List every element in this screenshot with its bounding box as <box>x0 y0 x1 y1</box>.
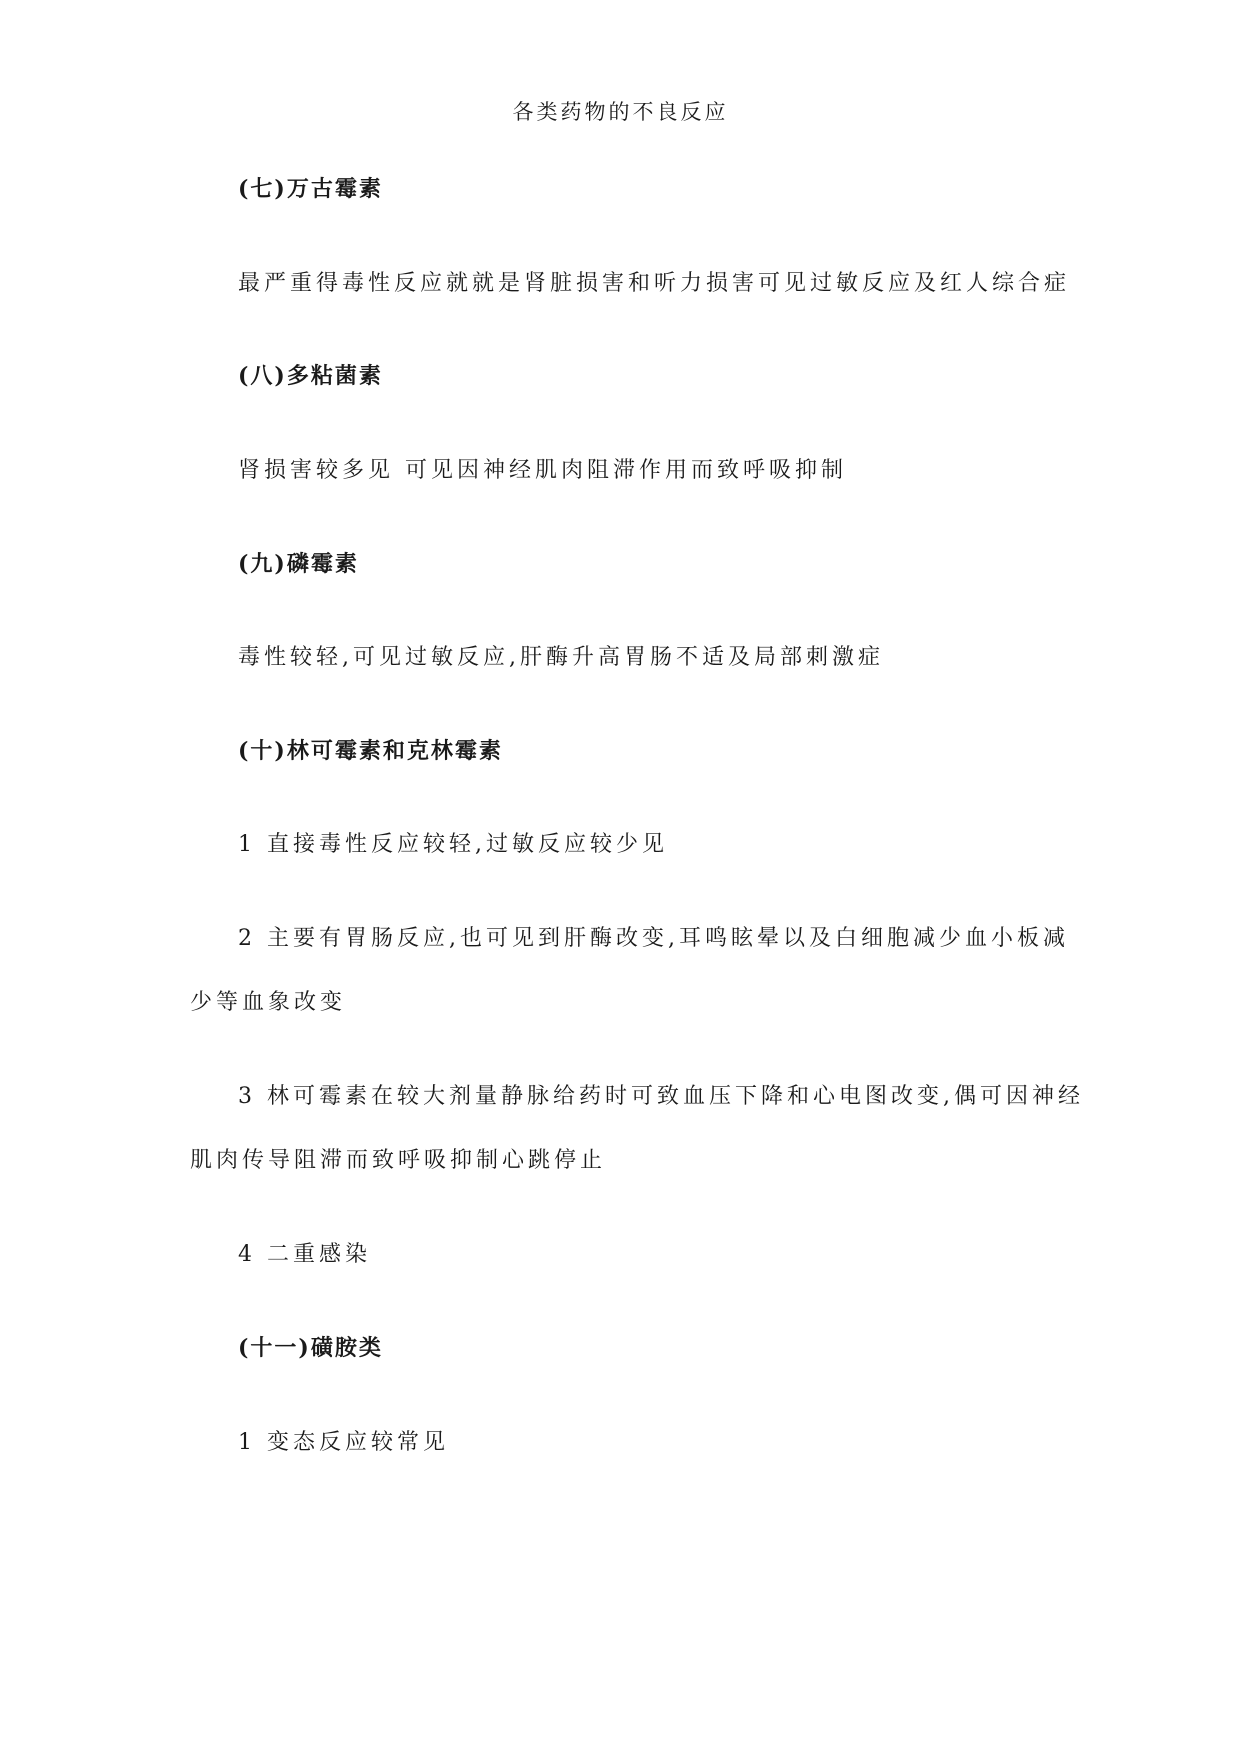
paragraph-line: 2 主要有胃肠反应,也可见到肝酶改变,耳鸣眩晕以及白细胞减少血小板减 <box>238 926 1069 951</box>
paragraph-line: 肌肉传导阻滞而致呼吸抑制心跳停止 <box>190 1148 607 1173</box>
paragraph-line: 3 林可霉素在较大剂量静脉给药时可致血压下降和心电图改变,偶可因神经 <box>238 1084 1084 1109</box>
section-heading-vancomycin: (七)万古霉素 <box>238 176 383 202</box>
paragraph-line: 少等血象改变 <box>190 990 347 1015</box>
paragraph-line: 4 二重感染 <box>238 1242 371 1267</box>
paragraph-line: 1 直接毒性反应较轻,过敏反应较少见 <box>238 832 668 857</box>
page-header: 各类药物的不良反应 <box>512 100 729 124</box>
section-heading-lincomycin: (十)林可霉素和克林霉素 <box>238 738 503 764</box>
section-heading-fosfomycin: (九)磷霉素 <box>238 551 359 577</box>
section-heading-polymyxin: (八)多粘菌素 <box>238 363 383 389</box>
paragraph-line: 最严重得毒性反应就就是肾脏损害和听力损害可见过敏反应及红人综合症 <box>238 271 1071 296</box>
paragraph-line: 毒性较轻,可见过敏反应,肝酶升高胃肠不适及局部刺激症 <box>238 645 884 670</box>
section-heading-sulfonamides: (十一)磺胺类 <box>238 1335 383 1361</box>
paragraph-line: 肾损害较多见 可见因神经肌肉阻滞作用而致呼吸抑制 <box>238 458 847 483</box>
paragraph-line: 1 变态反应较常见 <box>238 1430 449 1455</box>
